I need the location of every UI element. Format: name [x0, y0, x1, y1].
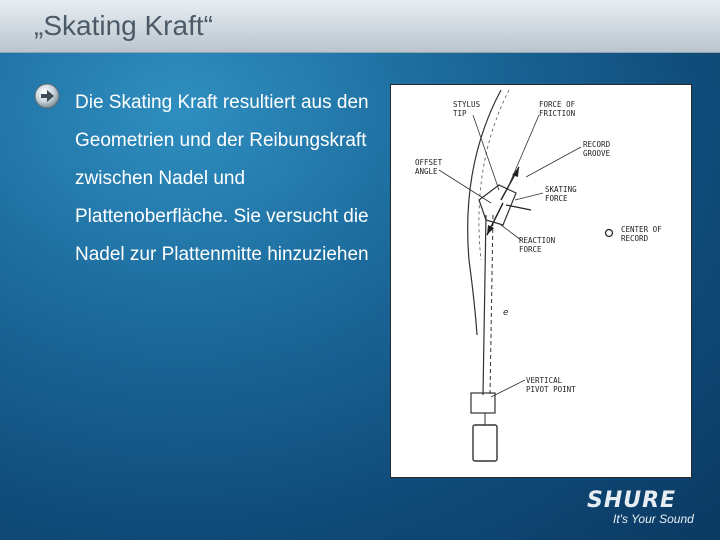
label-stylus-tip: STYLUS: [453, 100, 481, 109]
svg-text:ANGLE: ANGLE: [415, 167, 438, 176]
svg-text:FRICTION: FRICTION: [539, 109, 576, 118]
svg-text:FORCE: FORCE: [545, 194, 568, 203]
label-offset-angle: OFFSET: [415, 158, 443, 167]
bullet-text: Die Skating Kraft resultiert aus den Geometrien und der Reibungskraft zwischen Nadel und Plattenoberfläche. Sie versucht die Nadel zur Plattenmitte hinzuziehen: [75, 92, 369, 265]
slide-title: „Skating Kraft“: [34, 10, 213, 41]
label-center-of-record: CENTER OF: [621, 225, 662, 234]
headshell: [479, 185, 516, 225]
svg-text:TIP: TIP: [453, 109, 467, 118]
svg-text:GROOVE: GROOVE: [583, 149, 611, 158]
title-bar: [0, 0, 720, 53]
logo-tagline: It's Your Sound: [613, 512, 694, 526]
label-reaction-force: REACTION: [519, 236, 556, 245]
skating-force-diagram: [390, 84, 692, 478]
svg-text:SHURE: SHURE: [587, 488, 677, 512]
svg-text:PIVOT POINT: PIVOT POINT: [526, 385, 576, 394]
shure-wordmark-icon: [583, 486, 703, 512]
label-force-of-friction: FORCE OF: [539, 100, 576, 109]
tonearm-line: [483, 215, 486, 395]
shure-logo: [583, 486, 703, 530]
label-skating-force: SKATING: [545, 185, 577, 194]
label-vertical-pivot: VERTICAL: [526, 376, 563, 385]
pivot-box: [471, 393, 495, 413]
svg-text:RECORD: RECORD: [621, 234, 649, 243]
counterweight: [473, 425, 497, 461]
label-record-groove: RECORD: [583, 140, 611, 149]
arrow-bullet-icon: [34, 83, 60, 109]
svg-text:FORCE: FORCE: [519, 245, 542, 254]
label-offset-e: e: [503, 308, 509, 318]
record-center-dot: [606, 230, 613, 237]
